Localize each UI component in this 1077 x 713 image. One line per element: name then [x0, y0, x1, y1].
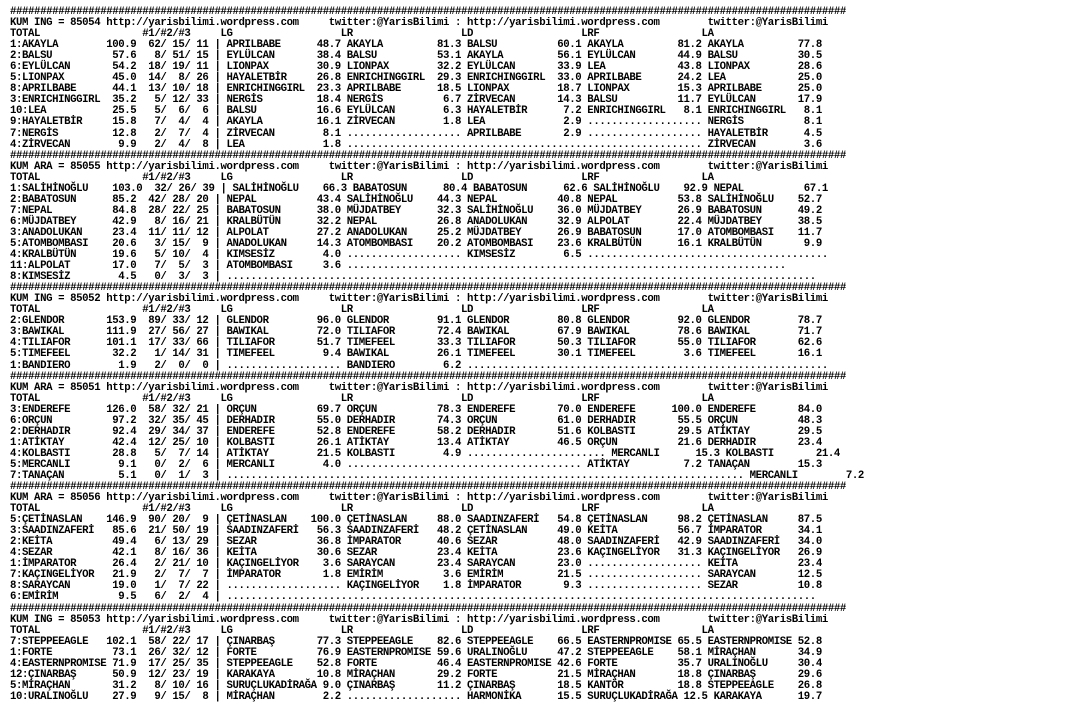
- separator-line: ###########################################################################################################################################: [10, 282, 846, 295]
- result-row: 6:EYLÜLCAN 54.2 18/ 19/ 11 | LIONPAX 30.9 LIONPAX 32.2 EYLÜLCAN 33.9 LEA 43.8 LIONPAX 28.6: [10, 61, 822, 74]
- separator-line: ###########################################################################################################################################: [10, 149, 846, 162]
- column-header-line: TOTAL #1/#2/#3 LG LR LD LRF LA: [10, 28, 714, 41]
- separator-line: ###########################################################################################################################################: [10, 481, 846, 494]
- result-row: 4:TILIAFOR 101.1 17/ 33/ 66 | TILIAFOR 51.7 TIMEFEEL 33.3 TILIAFOR 50.3 TILIAFOR 55.0 TILIAFOR 62.6: [10, 337, 822, 350]
- result-row: 1:BANDIERO 1.9 2/ 0/ 0 | ................... BANDIERO 6.2 ............................................................: [10, 359, 828, 372]
- result-row: 2:KEİTA 49.4 6/ 13/ 29 | SEZAR 36.8 İMPARATOR 40.6 SEZAR 48.0 SAADINZAFERİ 42.9 SAADINZAFERİ 34.0: [10, 536, 822, 549]
- result-row: 3:ANADOLUKAN 23.4 11/ 11/ 12 | ALPOLAT 27.2 ANADOLUKAN 25.2 MÜJDATBEY 26.9 BABATOSUN 17.0 ATOMBOMBASI 11.7: [10, 226, 822, 239]
- result-row: 5:TIMEFEEL 32.2 1/ 14/ 31 | TIMEFEEL 9.4 BAWIKAL 26.1 TIMEFEEL 30.1 TIMEFEEL 3.6 TIMEFEEL 16.1: [10, 348, 822, 361]
- race-header-line: KUM ING = 85053 http://yarisbilimi.wordpress.com twitter:@YarisBilimi : http://yarisbilimi.wordpress.com twitter:@YarisBilimi: [10, 613, 828, 626]
- race-header-line: KUM ARA = 85051 http://yarisbilimi.wordpress.com twitter:@YarisBilimi : http://yarisbilimi.wordpress.com twitter:@YarisBilimi: [10, 381, 828, 394]
- result-row: 2:BALSU 57.6 8/ 51/ 15 | EYLÜLCAN 38.4 BALSU 53.1 AKAYLA 56.1 EYLÜLCAN 44.9 BALSU 30.5: [10, 50, 822, 63]
- separator-line: ###########################################################################################################################################: [10, 6, 846, 18]
- column-header-line: TOTAL #1/#2/#3 LG LR LD LRF LA: [10, 392, 714, 405]
- race-header-line: KUM ARA = 85055 http://yarisbilimi.wordpress.com twitter:@YarisBilimi : http://yarisbilimi.wordpress.com twitter:@YarisBilimi: [10, 160, 828, 173]
- result-row: 1:AKAYLA 100.9 62/ 15/ 11 | APRILBABE 48.7 AKAYLA 81.3 BALSU 60.1 AKAYLA 81.2 AKAYLA 77.8: [10, 39, 822, 52]
- result-row: 9:HAYALETBİR 15.8 7/ 4/ 4 | AKAYLA 16.1 ZİRVECAN 1.8 LEA 2.9 ................... NERGİS 8.1: [10, 116, 822, 129]
- result-row: 5:MERCANLI 9.1 0/ 2/ 6 | MERCANLI 4.0 ....................................... ATİKTAY 7.2 TANAÇAN 15.3: [10, 458, 822, 471]
- result-row: 7:NERGİS 12.8 2/ 7/ 4 | ZİRVECAN 8.1 ................... APRILBABE 2.9 ................... HAYALETBİR 4.5: [10, 127, 822, 140]
- result-row: 7:NEPAL 84.8 28/ 22/ 25 | BABATOSUN 38.0 MÜJDATBEY 32.3 SALİHİNOĞLU 36.0 MÜJDATBEY 26.9 BABATOSUN 49.2: [10, 204, 822, 217]
- result-row: 7:TANAÇAN 5.1 0/ 1/ 3 | ...................................................................................... MERCANLI 7.2: [10, 469, 864, 482]
- result-row: 11:ALPOLAT 17.0 7/ 5/ 3 | ATOMBOMBASI 3.6 .........................................................................: [10, 260, 786, 273]
- result-row: 8:SARAYCAN 19.0 1/ 7/ 22 | ................... KAÇINGELİYOR 1.8 İMPARATOR 9.3 ................... SEZAR 10.8: [10, 580, 822, 593]
- result-row: 3:ENRICHINGGIRL 35.2 5/ 12/ 33 | NERGİS 18.4 NERGİS 6.7 ZİRVECAN 14.3 BALSU 11.7 EYLÜLCAN 17.9: [10, 94, 822, 107]
- result-row: 1:SALİHİNOĞLU 103.0 32/ 26/ 39 | SALİHİNOĞLU 66.3 BABATOSUN 80.4 BABATOSUN 62.6 SALİHİNOĞLU 92.9 NEPAL 67.1: [10, 182, 828, 195]
- result-row: 7:KAÇINGELİYOR 21.9 2/ 7/ 7 | İMPARATOR 1.8 EMİRİM 3.6 EMİRİM 21.5 ................... SARAYCAN 12.5: [10, 569, 822, 582]
- result-row: 12:ÇINARBAŞ 50.9 12/ 23/ 19 | KARAKAYA 10.8 MİRAÇHAN 29.2 FORTE 21.5 MİRAÇHAN 18.8 ÇINARBAŞ 29.6: [10, 668, 822, 681]
- result-row: 5:MİRAÇHAN 31.2 8/ 10/ 16 | SURUÇLUKADİRAĞA 9.0 ÇINARBAŞ 11.2 ÇINARBAŞ 18.5 KANTÖR 18.8 STEPPEEAGLE 26.8: [10, 679, 822, 692]
- result-row: 6:EMİRİM 9.5 6/ 2/ 4 | ..................................................................................................: [10, 591, 816, 604]
- result-row: 10:URALINOĞLU 27.9 9/ 15/ 8 | MİRAÇHAN 2.2 ................... HARMONİKA 15.5 SURUÇLUKADİRAĞA 12.5 KARAKAYA 19.7: [10, 690, 822, 703]
- result-row: 1:FORTE 73.1 26/ 32/ 12 | FORTE 76.9 EASTERNPROMISE 59.6 URALINOĞLU 47.2 STEPPEEAGLE 58.1 MİRAÇHAN 34.9: [10, 646, 822, 659]
- result-row: 1:İMPARATOR 26.4 2/ 21/ 10 | KAÇINGELİYOR 3.6 SARAYCAN 23.4 SARAYCAN 23.0 ................... KEİTA 23.4: [10, 558, 822, 571]
- result-row: 4:KRALBÜTÜN 19.6 5/ 10/ 4 | KIMSESİZ 4.0 ................... KIMSESİZ 6.5 ........................................: [10, 249, 828, 262]
- result-row: 4:SEZAR 42.1 8/ 16/ 36 | KEİTA 30.6 SEZAR 23.4 KEİTA 23.6 KAÇINGELİYOR 31.3 KAÇINGELİYOR 26.9: [10, 547, 822, 560]
- race-header-line: KUM ARA = 85056 http://yarisbilimi.wordpress.com twitter:@YarisBilimi : http://yarisbilimi.wordpress.com twitter:@YarisBilimi: [10, 492, 828, 505]
- result-row: 10:LEA 25.5 5/ 6/ 6 | BALSU 16.6 EYLÜLCAN 6.3 HAYALETBİR 7.2 ENRICHINGGIRL 8.1 ENRICHINGGIRL 8.1: [10, 105, 822, 118]
- result-row: 6:ORÇUN 97.2 32/ 35/ 45 | DERHADIR 55.0 DERHADIR 74.3 ORÇUN 61.0 DERHADIR 55.5 ORÇUN 48.3: [10, 414, 822, 427]
- result-row: 7:STEPPEEAGLE 102.1 58/ 22/ 17 | ÇINARBAŞ 77.3 STEPPEEAGLE 82.6 STEPPEEAGLE 66.5 EASTERNPROMISE 65.5 EASTERNPROMISE 52.8: [10, 635, 822, 648]
- separator-line: ###########################################################################################################################################: [10, 602, 846, 615]
- result-row: 3:SAADINZAFERİ 85.6 21/ 50/ 19 | SAADINZAFERİ 56.3 SAADINZAFERİ 48.2 ÇETİNASLAN 49.0 KEİTA 56.7 İMPARATOR 34.1: [10, 525, 822, 538]
- column-header-line: TOTAL #1/#2/#3 LG LR LD LRF LA: [10, 304, 714, 317]
- result-row: 3:BAWIKAL 111.9 27/ 56/ 27 | BAWIKAL 72.0 TILIAFOR 72.4 BAWIKAL 67.9 BAWIKAL 78.6 BAWIKAL 71.7: [10, 326, 822, 339]
- result-row: 8:APRILBABE 44.1 13/ 10/ 18 | ENRICHINGGIRL 23.3 APRILBABE 18.5 LIONPAX 18.7 LIONPAX 15.3 APRILBABE 25.0: [10, 83, 822, 96]
- result-row: 4:KOLBASTI 28.8 5/ 7/ 14 | ATİKTAY 21.5 KOLBASTI 4.9 ....................... MERCANLI 15.3 KOLBASTI 21.4: [10, 447, 840, 460]
- result-row: 2:GLENDOR 153.9 89/ 33/ 12 | GLENDOR 96.0 GLENDOR 91.1 GLENDOR 80.8 GLENDOR 92.0 GLENDOR 78.7: [10, 315, 822, 328]
- column-header-line: TOTAL #1/#2/#3 LG LR LD LRF LA: [10, 171, 714, 184]
- result-row: 5:ÇETİNASLAN 146.9 90/ 20/ 9 | ÇETİNASLAN 100.0 ÇETİNASLAN 88.0 SAADINZAFERİ 54.8 ÇETİNASLAN 98.2 ÇETİNASLAN 87.5: [10, 514, 822, 527]
- report-text: [10, 7, 864, 703]
- column-header-line: TOTAL #1/#2/#3 LG LR LD LRF LA: [10, 503, 714, 516]
- result-row: 5:ATOMBOMBASI 20.6 3/ 15/ 9 | ANADOLUKAN 14.3 ATOMBOMBASI 20.2 ATOMBOMBASI 23.6 KRALBÜTÜN 16.1 KRALBÜTÜN 9.9: [10, 237, 822, 250]
- result-row: 2:DERHADIR 92.4 29/ 34/ 37 | ENDEREFE 52.8 ENDEREFE 58.2 DERHADIR 51.6 KOLBASTI 29.5 ATİKTAY 29.5: [10, 425, 822, 438]
- column-header-line: TOTAL #1/#2/#3 LG LR LD LRF LA: [10, 624, 714, 637]
- result-row: 6:MÜJDATBEY 42.9 8/ 16/ 21 | KRALBÜTÜN 32.2 NEPAL 26.8 ANADOLUKAN 32.9 ALPOLAT 22.4 MÜJDATBEY 38.5: [10, 215, 822, 228]
- result-row: 5:LIONPAX 45.0 14/ 8/ 26 | HAYALETBİR 26.8 ENRICHINGGIRL 29.3 ENRICHINGGIRL 33.0 APRILBABE 24.2 LEA 25.0: [10, 72, 822, 85]
- separator-line: ###########################################################################################################################################: [10, 370, 846, 383]
- result-row: 3:ENDEREFE 126.0 58/ 32/ 21 | ORÇUN 69.7 ORÇUN 78.3 ENDEREFE 70.0 ENDEREFE 100.0 ENDEREFE 84.0: [10, 403, 822, 416]
- race-header-line: KUM ING = 85052 http://yarisbilimi.wordpress.com twitter:@YarisBilimi : http://yarisbilimi.wordpress.com twitter:@YarisBilimi: [10, 293, 828, 306]
- result-row: 1:ATİKTAY 42.4 12/ 25/ 10 | KOLBASTI 26.1 ATİKTAY 13.4 ATİKTAY 46.5 ORÇUN 21.6 DERHADIR 23.4: [10, 436, 822, 449]
- result-row: 4:ZİRVECAN 9.9 2/ 4/ 8 | LEA 1.8 ........................................................... ZİRVECAN 3.6: [10, 138, 822, 151]
- race-header-line: KUM ING = 85054 http://yarisbilimi.wordpress.com twitter:@YarisBilimi : http://yarisbilimi.wordpress.com twitter:@YarisBilimi: [10, 17, 828, 30]
- result-row: 8:KIMSESİZ 4.5 0/ 3/ 3 | ..................................................................................................: [10, 271, 816, 284]
- result-row: 4:EASTERNPROMISE 71.9 17/ 25/ 35 | STEPPEEAGLE 52.8 FORTE 46.4 EASTERNPROMISE 42.6 FORTE 35.7 URALINOĞLU 30.4: [10, 657, 822, 670]
- result-row: 2:BABATOSUN 85.2 42/ 28/ 20 | NEPAL 43.4 SALİHİNOĞLU 44.3 NEPAL 40.8 NEPAL 53.8 SALİHİNOĞLU 52.7: [10, 193, 822, 206]
